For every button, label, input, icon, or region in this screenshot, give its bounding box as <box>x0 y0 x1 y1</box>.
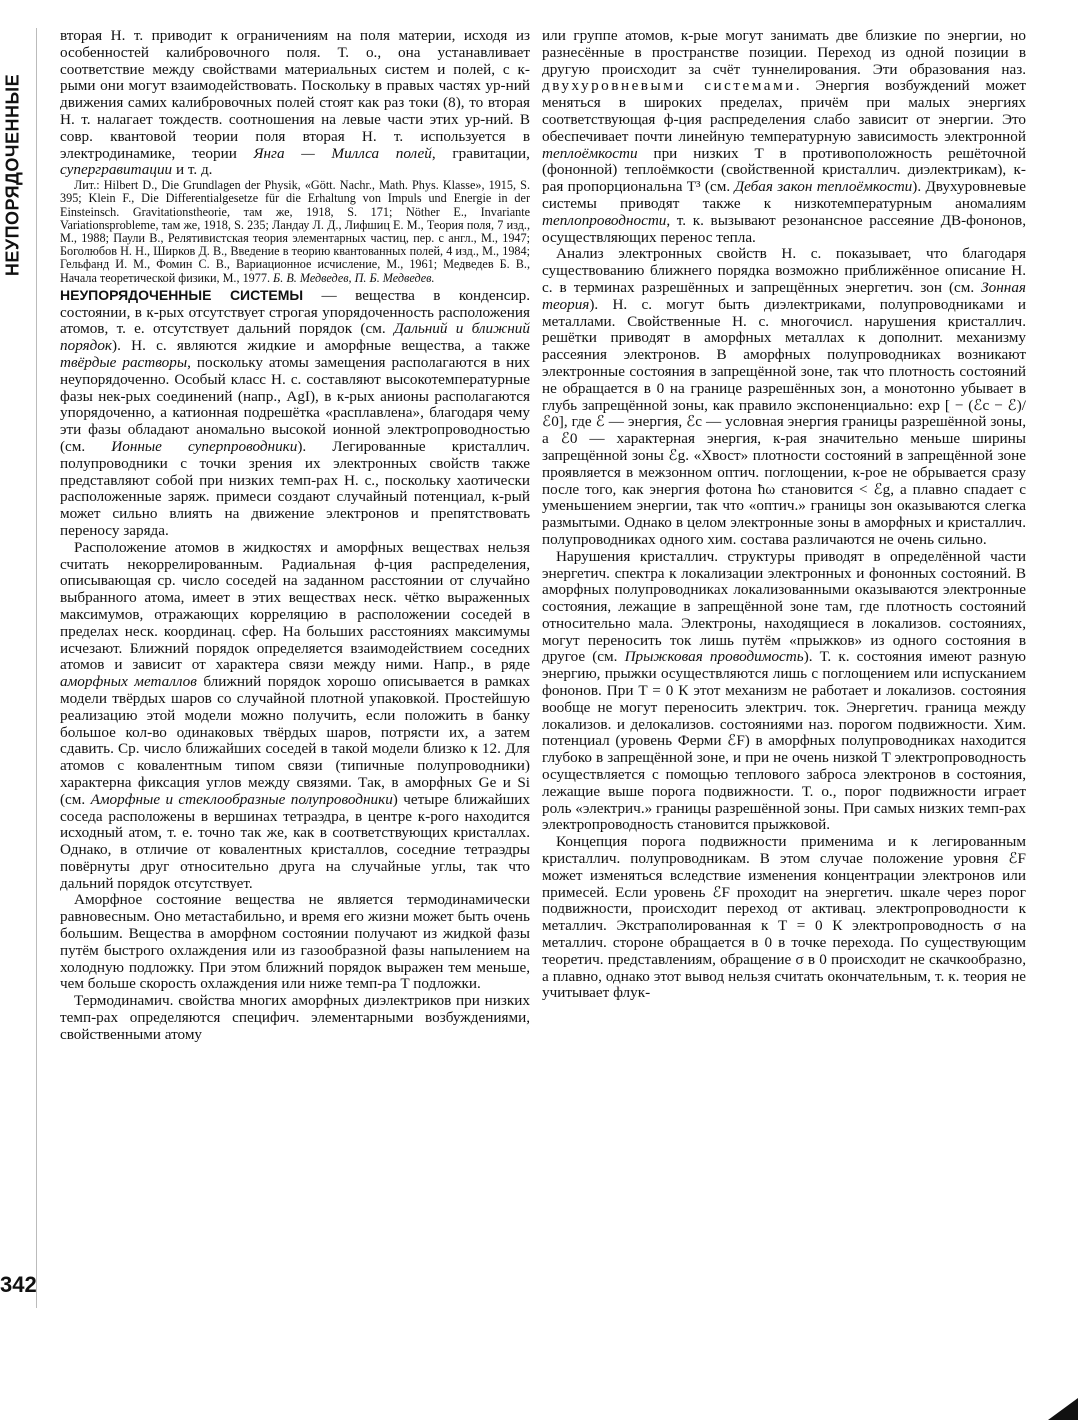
running-header <box>0 30 26 320</box>
running-header-text: НЕУПОРЯДОЧЕННЫЕ <box>2 73 23 277</box>
paragraph: Концепция порога подвижности применима и к легированным кристаллич. полупроводникам. В этом случае положение уровня ℰF может изменяться вследствие изменения концентрации электронов или примесей. Если уровень ℰF проходит на энергетич. шкале через порог подвижности, происходит переход от активац. электропроводности к металлич. Экстраполированная к T = 0 К электропроводность σ на металлич. стороне обращается в 0 в точке перехода. По существующим теоретич. представлениям, обращение σ в 0 происходит не скачкообразно, а плавно, однако этот вывод нельзя считать окончательным, т. к. теория не учитывает флук- <box>542 833 1026 1002</box>
margin-rule <box>36 28 37 1308</box>
paragraph: Нарушения кристаллич. структуры приводят в определённой части энергетич. спектра к локализации электронных и фононных состояний. В аморфных полупроводниках локализованными оказываются электронные состояния, лежащие в запрещённой зоне там, где плотность состояний относительно мала. Электроны, находящиеся в локализов. состояниях, могут переносить ток лишь путём «прыжков» из одного состояния в другое (см. Прыжковая проводимость). Т. к. состояния имеют разную энергию, прыжки осуществляются лишь с поглощением или испусканием фононов. При T = 0 К этот механизм не работает и локализов. состояния вообще не могут переносить электрич. ток. Энергетич. граница между локализов. и делокализов. состояниями наз. порогом подвижности. Хим. потенциал (уровень Ферми ℰF) в аморфных полупроводниках находится глубоко в запрещённой зоне, и при не очень низкой T электропроводность осуществляется с помощью теплового заброса электронов в состояния, лежащие выше порога подвижности. Т. о., порог подвижности играет роль «электрич.» границы разрешённой зоны. При самых низких темп-рах электропроводность становится прыжковой. <box>542 547 1027 834</box>
article-term: НЕУПОРЯДОЧЕННЫЕ СИСТЕМЫ <box>60 286 304 303</box>
paragraph: Анализ электронных свойств Н. с. показывает, что благодаря существованию ближнего порядка возможно приближённое описание Н. с. в терминах разрешённых и запрещённых энергетич. зон (см. Зонная теория). Н. с. могут быть диэлектриками, полупроводниками и металлами. Свойственные Н. с. многочисл. нарушения кристаллич. решётки приводят в аморфных металлах к дополнит. механизму рассеяния электронов. В аморфных полупроводниках возникают электронные состояния в запрещённой зоне, так что плотность состояний не обращается в 0 на границе разрешённых зон, а монотонно убывает в глубь запрещённой зоны, как правило экспоненциально: exp [ − (ℰc − ℰ)/ℰ0], где ℰ — энергия, ℰc — условная энергия границы разрешённой зоны, а ℰ0 — характерная энергия, к-рая значительно меньше ширины запрещённой зоны ℰg. «Хвост» плотности состояний в запрещённой зоне проявляется в межзонном оптич. поглощении, к-рое не обрывается сразу после того, как энергия фотона ħω становится < ℰg, а плавно спадает с уменьшением энергии, так что «оптич.» границы зон оказываются слегка размытыми. Однако в целом электронные зоны в аморфных и кристаллич. полупроводниках одного хим. состава различаются не очень сильно. <box>542 245 1026 548</box>
left-column <box>60 28 530 1044</box>
paragraph: Аморфное состояние вещества не является термодинамически равновесным. Оно метастабильно, и время его жизни может быть очень большим. Вещества в аморфном состоянии получают из жидкой фазы путём быстрого охлаждения или из газообразной фазы напылением на холодную подложку. При этом ближний порядок выражен тем меньше, чем больше скорость охлаждения или ниже темп-ра T подложки. <box>60 891 530 993</box>
paragraph: или группе атомов, к-рые могут занимать две близкие по энергии, но разнесённые в пространстве позиции. Переход из одной позиции в другую происходит за счёт туннелирования. Эти образования наз. двухуровневыми системами. Энергия возбуждений может меняться в широких пределах, причём при малых энергиях соответствующая ф-ция распределения слабо зависит от энергии. Это обеспечивает почти линейную температурную зависимость электронной теплоёмкости при низких T в противоположность решёточной (фононной) теплоёмкости (свойственной кристаллич. диэлектрикам), к-рая пропорциональна T³ (см. Дебая закон теплоёмкости). Двухуровневые системы приводят также к низкотемпературным аномалиям теплопроводности, т. к. вызывают резонансное рассеяние ДВ-фононов, осуществляющих перенос тепла. <box>542 27 1027 246</box>
right-column <box>542 28 1026 1002</box>
paragraph: Расположение атомов в жидкостях и аморфных веществах нельзя считать некоррелированным. Радиальная ф-ция распределения, описывающая ср. число соседей на заданном расстоянии от случайно выбранного атома, имеет в этих веществах неск. чётко выраженных максимумов, отражающих корреляцию в расположении соседей в пределах неск. координац. сфер. На больших расстояниях максимумы исчезают. Ближний порядок определяется взаимодействием соседних атомов и зависит от характера связи между ними. Напр., в ряде аморфных металлов ближний порядок хорошо описывается в рамках модели твёрдых шаров со случайной плотной упаковкой. Простейшую реализацию этой модели можно получить, если положить в банку большое кол-во одинаковых твёрдых шаров, потрясти их, а затем сдавить. Ср. число ближайших соседей в такой модели близко к 12. Для атомов с ковалентным типом связи (типичные полупроводники) характерна фиксация углов между связями. Так, в аморфных Ge и Si (см. Аморфные и стеклообразные полупроводники) четыре ближайших соседа расположены в вершинах тетраэдра, в центре к-рого находится исходный атом, т. е. точно так же, как в соответствующих кристаллах. Однако, в отличие от ковалентных кристаллов, соседние тетраэдры повёрнуты друг относительно друга на случайные углы, так что дальний порядок отсутствует. <box>60 538 530 892</box>
article-definition: НЕУПОРЯДОЧЕННЫЕ СИСТЕМЫ — вещества в конденсир. состоянии, в к-рых отсутствует строгая упорядоченность расположения атомов, т. е. отсутствует дальний порядок (см. Дальний и ближний порядок). Н. с. являются жидкие и аморфные вещества, а также твёрдые растворы, поскольку атомы замещения располагаются в них неупорядоченно. Особый класс Н. с. составляют высокотемпературные фазы нек-рых соединений (напр., AgI), в к-рых анионы располагаются упорядоченно, а катионная подрешётка «расплавлена», благодаря чему эти фазы обладают аномально высокой ионной электропроводностью (см. Ионные суперпроводники). Легированные кристаллич. полупроводники с точки зрения их электронных свойств также представляют собой при низких темп-рах Н. с., поскольку хаотически расположенные заряж. примеси создают случайный потенциал, к-рый может сильно влиять на движение электронов и препятствовать переносу заряда. <box>60 286 530 539</box>
paragraph: Термодинамич. свойства многих аморфных диэлектриков при низких темп-рах определяются специфич. элементарными возбуждениями, свойственными атому <box>60 992 530 1043</box>
references: Лит.: Hilbert D., Die Grundlagen der Physik, «Gött. Nachr., Math. Phys. Klasse», 1915, S. 395; Klein F., Die Differentialgesetze für die Erhaltung von Impuls und Energie in der Einsteinsch. Gravitationstheorie, там же, 1918, S. 171; Nöther E., Invariante Variationsprobleme, там же, 1918, S. 235; Ландау Л. Д., Лифшиц Е. М., Теория поля, 7 изд., М., 1988; Паули В., Релятивистская теория элементарных частиц, пер. с англ., М., 1947; Боголюбов Н. Н., Ширков Д. В., Введение в теорию квантованных полей, 4 изд., М., 1984; Гельфанд И. М., Фомин С. В., Вариационное исчисление, М., 1961; Медведев Б. В., Начала теоретической физики, М., 1977. Б. В. Медведев, П. Б. Медведев. <box>60 178 530 285</box>
page-number: 342 <box>0 1272 37 1297</box>
paragraph: вторая Н. т. приводит к ограничениям на поля материи, исходя из особенностей калибровочного поля. Т. о., она устанавливает соответствие между свойствами материальных систем и полей, с к-рыми они могут взаимодействовать. Поскольку в правых частях ур-ний движения самих калибровочных полей стоят как раз токи (8), то вторая Н. т. налагает тождеств. соотношения на левые части этих ур-ний. В совр. квантовой теории поля вторая Н. т. используется в электродинамике, теории Янга — Миллса полей, гравитации, супергравитации и т. д. <box>60 27 530 179</box>
page-corner-mark <box>1048 1398 1078 1420</box>
